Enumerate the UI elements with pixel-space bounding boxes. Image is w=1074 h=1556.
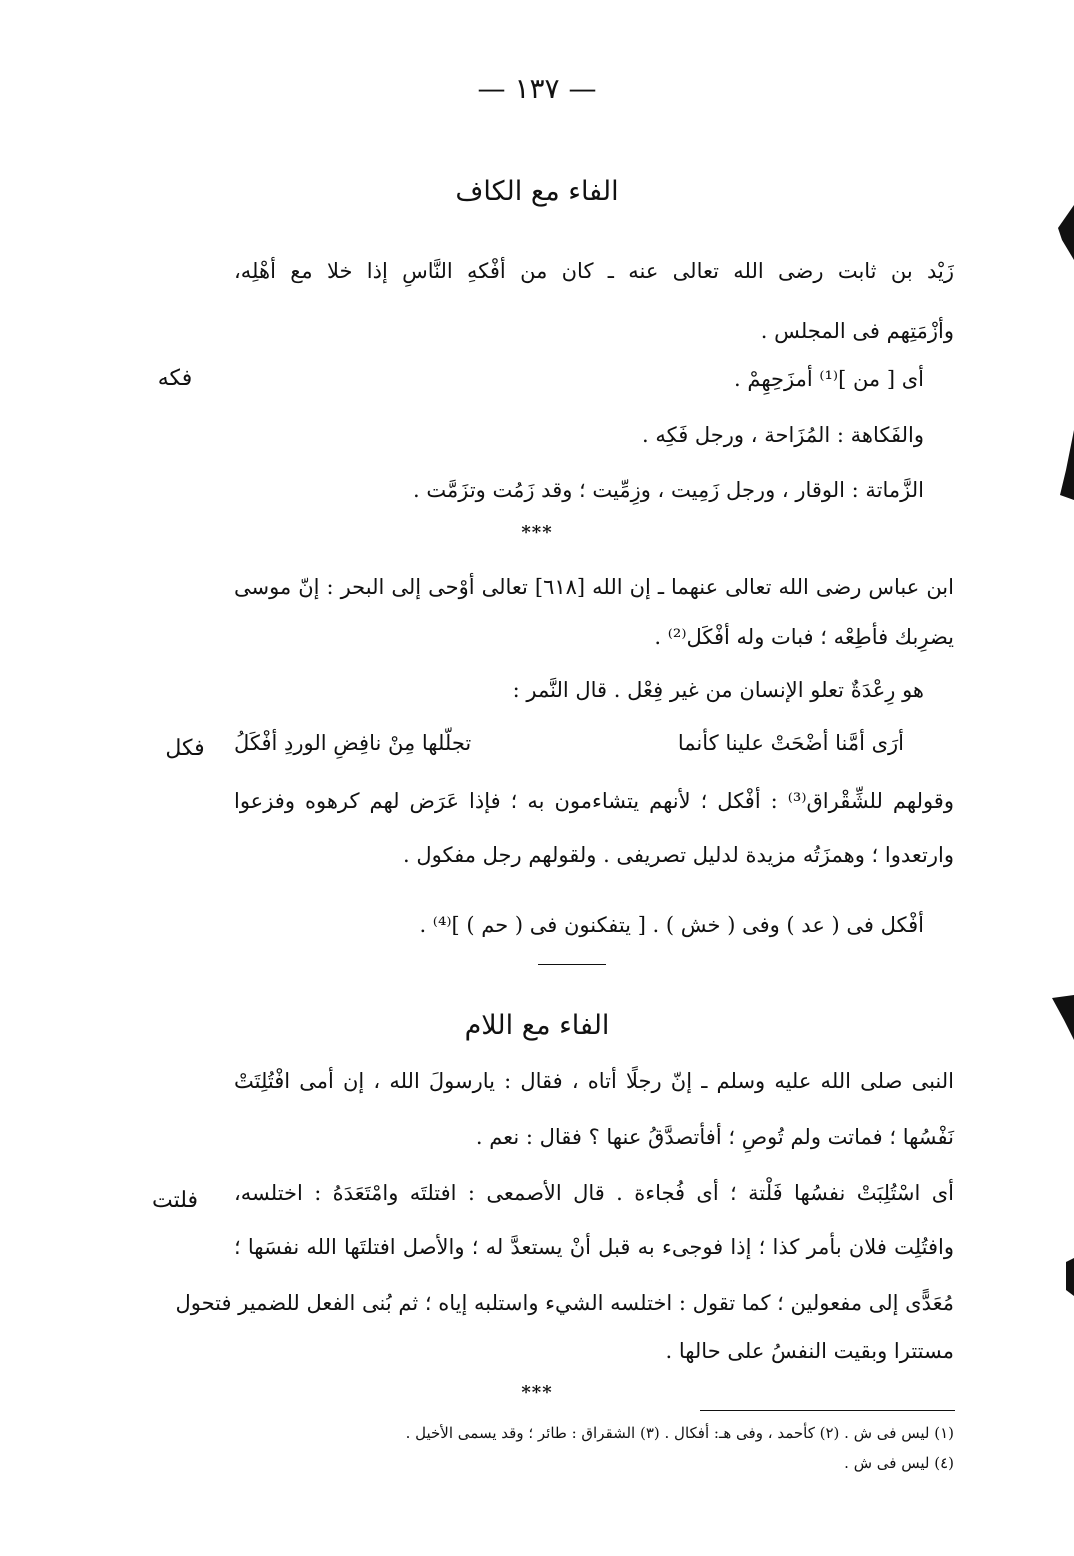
edge-mark bbox=[1052, 995, 1074, 1040]
body-line: وأزْمَتِهم فى المجلس . bbox=[760, 319, 954, 343]
body-line: النبى صلى الله عليه وسلم ـ إنّ رجلًا أتاه ، فقال : يارسولَ الله ، إن أمى افْتُلِتَتْ bbox=[234, 1069, 954, 1093]
margin-note: فكه bbox=[157, 366, 193, 391]
edge-mark bbox=[1060, 430, 1074, 500]
body-line: وقولهم للشِّقْراق⁽³⁾ : أفْكل ؛ لأنهم يتشاءمون به ؛ فإذا عَرَض لهم كرهوه وفزعوا bbox=[234, 789, 954, 813]
body-line: الزَّماتة : الوقار ، ورجل زَمِيت ، وزِمِّيت ؛ وقد زَمُت وتزَمَّت . bbox=[413, 478, 924, 502]
body-line: ابن عباس رضى الله تعالى عنهما ـ إن الله [٦١٨] تعالى أوْحى إلى البحر : إنّ موسى bbox=[234, 575, 954, 599]
body-line: مستترا وبقيت النفسُ على حالها . bbox=[665, 1339, 954, 1363]
footnote-rule bbox=[700, 1410, 955, 1411]
body-line: يضرِبك فأطِعْه ؛ فبات وله أفْكَل⁽²⁾ . bbox=[654, 625, 954, 649]
page-number: — ١٣٧ — bbox=[477, 72, 597, 105]
margin-note: فكل bbox=[165, 736, 205, 761]
body-line: أى اسْتُلِبَتْ نفسُها فَلْتة ؛ أى فُجاءة . قال الأصمعى : افتلتَه وامْتَعَدَهُ : اختلسه، bbox=[234, 1181, 954, 1205]
body-line: والفَكاهة : المُزَاحة ، ورجل فَكِه . bbox=[641, 423, 924, 447]
body-line: هو رِعْدَةٌ تعلو الإنسان من غير فِعْل . قال النَّمر : bbox=[512, 678, 924, 702]
body-line: مُعَدًّى إلى مفعولين ؛ كما تقول : اختلسه الشيء واستلبه إياه ؛ ثم بُنى الفعل للضمير فتحول bbox=[175, 1291, 954, 1315]
verse-hemistich-right: أرَى أمَّنا أضْحَتْ علينا كأنما bbox=[677, 731, 904, 755]
stars-separator: *** bbox=[521, 1382, 553, 1403]
edge-mark bbox=[1066, 1258, 1074, 1296]
verse-hemistich-left: تجلّلها مِنْ نافِضِ الوردِ أفْكَلُ bbox=[234, 731, 472, 755]
footnote-line: (١) ليس فى ش . (٢) كأحمد ، وفى هـ: أفكال . (٣) الشقراق : طائر ؛ وقد يسمى الأخيل . bbox=[405, 1424, 954, 1442]
body-line: نَفْسُها ؛ فماتت ولم تُوصِ ؛ أفأتصدَّقُ عنها ؟ فقال : نعم . bbox=[475, 1125, 954, 1149]
section-title-fa-lam: الفاء مع اللام bbox=[464, 1010, 610, 1041]
body-line: أى [ من ]⁽¹⁾ أمزَحِهِمْ . bbox=[734, 367, 924, 391]
edge-mark bbox=[1058, 205, 1074, 260]
footnote-line: (٤) ليس فى ش . bbox=[844, 1454, 954, 1472]
body-line: وافتُلِت فلان بأمر كذا ؛ إذا فوجىء به قبل أنْ يستعدَّ له ؛ والأصل افتلتَها الله نفسَها ؛ bbox=[234, 1235, 954, 1259]
margin-note: فلتت bbox=[151, 1188, 199, 1213]
section-title-fa-kaf: الفاء مع الكاف bbox=[455, 176, 619, 207]
body-line: أفْكل فى ( عد ) وفى ( خش ) . [ يتفكنون فى ( حم ) ]⁽⁴⁾ . bbox=[419, 913, 924, 937]
body-line: زَيْد بن ثابت رضى الله تعالى عنه ـ كان من أفْكهِ النَّاسِ إذا خلا مع أهْلِه، bbox=[234, 259, 954, 283]
section-divider bbox=[538, 964, 606, 965]
body-line: وارتعدوا ؛ وهمزَتُه مزيدة لدليل تصريفى . ولقولهم رجل مفكول . bbox=[403, 843, 954, 867]
stars-separator: *** bbox=[521, 522, 553, 543]
scan-edge-artifacts bbox=[1044, 0, 1074, 1556]
